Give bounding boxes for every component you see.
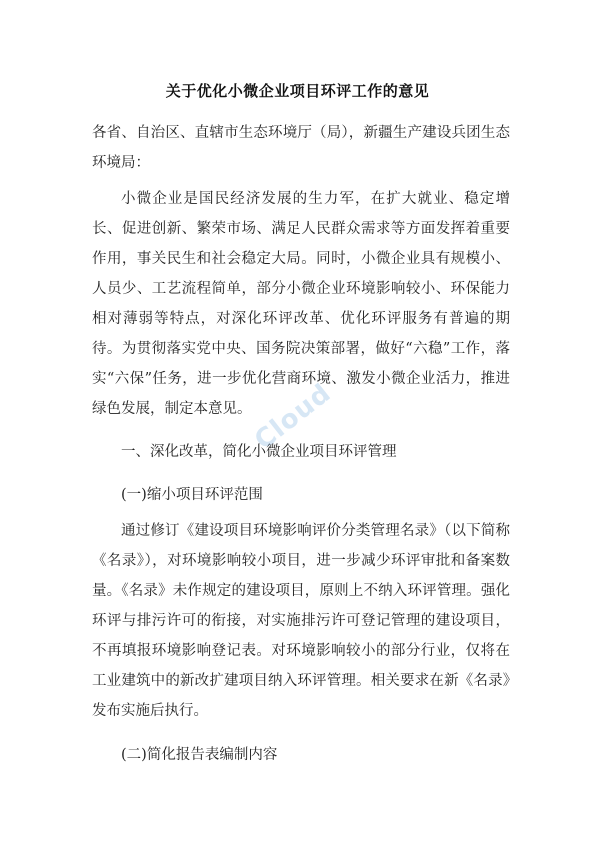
paragraph-body: 通过修订《建设项目环境影响评价分类管理名录》（以下简称《名录》），对环境影响较小项目，进一步减少环评审批和备案数量。《名录》未作规定的建设项目，原则上不纳入环评管理。强化环评与排污许可的衔接，对实施排污许可登记管理的建设项目，不再填报环境影响登记表。对环境影响较小的部分行业，仅将在工业建筑中的新改扩建项目纳入环评管理。相关要求在新《名录》发布实施后执行。 <box>92 523 510 719</box>
watermark-logo: Cloud <box>249 378 337 456</box>
salutation: 各省、自治区、直辖市生态环境厅（局），新疆生产建设兵团生态环境局： <box>92 125 510 171</box>
subsection-heading: (一)缩小项目环评范围 <box>121 487 263 503</box>
section-heading: 一、深化改革，简化小微企业项目环评管理 <box>121 444 397 460</box>
subsection-heading: (二)简化报告表编制内容 <box>121 747 278 763</box>
paragraph-intro: 小微企业是国民经济发展的生力军，在扩大就业、稳定增长、促进创新、繁荣市场、满足人民群众需求等方面发挥着重要作用，事关民生和社会稳定大局。同时，小微企业具有规模小、人员少、工艺流程简单，部分小微企业环境影响较小、环保能力相对薄弱等特点，对深化环评改革、优化环评服务有普遍的期待。为贯彻落实党中央、国务院决策部署，做好“六稳”工作，落实“六保”任务，进一步优化营商环境、激发小微企业活力，推进绿色发展，制定本意见。 <box>92 191 510 417</box>
document-title: 关于优化小微企业项目环评工作的意见 <box>165 82 430 100</box>
